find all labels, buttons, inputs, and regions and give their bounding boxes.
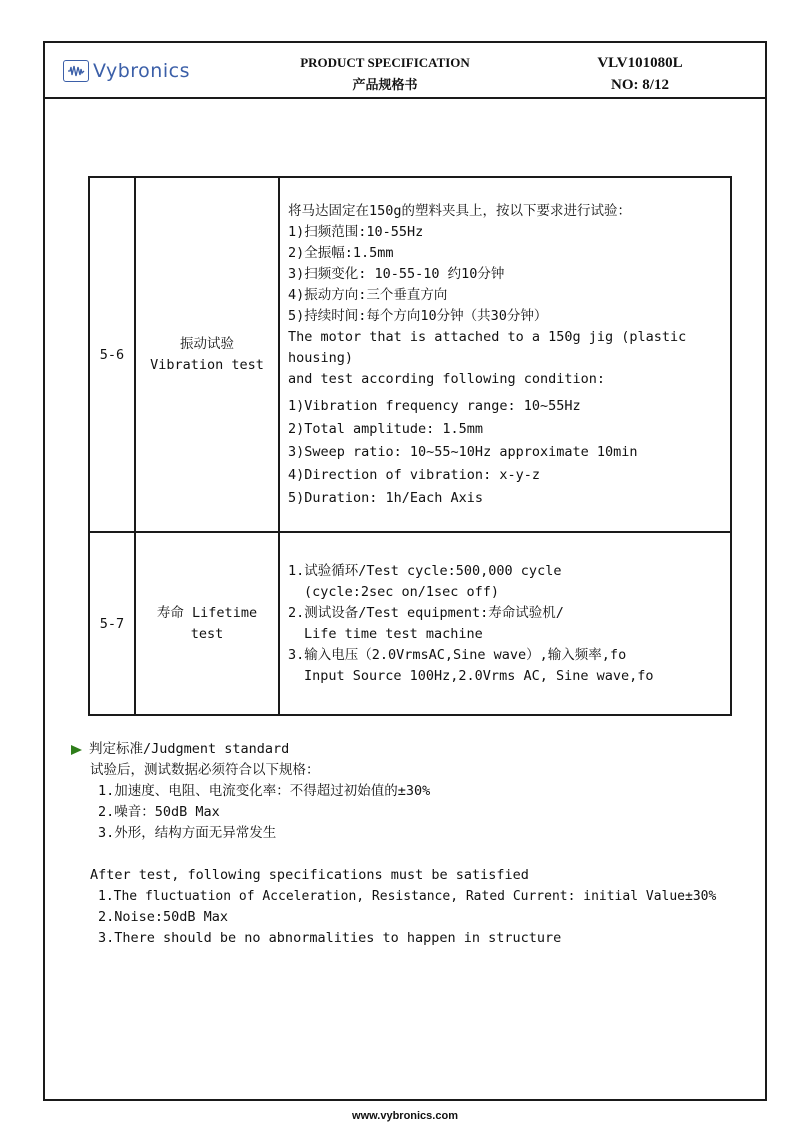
desc-line: 2.测试设备/Test equipment:寿命试验机/ [288, 604, 564, 621]
test-name-cn: 振动试验 [180, 335, 234, 352]
desc-line: 3.输入电压（2.0VrmsAC,Sine wave）,输入频率,fo [288, 646, 627, 663]
desc-line: The motor that is attached to a 150g jig (plastic housing) [288, 328, 687, 366]
desc-line: 1)Vibration frequency range: 10~55Hz [288, 397, 581, 414]
desc-line: 4)Direction of vibration: x-y-z [288, 466, 540, 483]
desc-line: and test according following condition: [288, 370, 605, 387]
test-name-cn: 寿命 Lifetime [156, 604, 258, 621]
doc-title-en: PRODUCT SPECIFICATION [300, 55, 470, 70]
judgment-standard [71, 739, 716, 949]
test-description [279, 532, 731, 715]
desc-line: 2)全振幅:1.5mm [288, 244, 394, 261]
doc-title-cn: 产品规格书 [352, 77, 418, 92]
waveform-icon [63, 60, 89, 82]
page-frame [43, 41, 767, 1101]
test-name [135, 177, 279, 532]
judgment-cn-item: 1.加速度、电阻、电流变化率：不得超过初始值的±30% [98, 783, 431, 799]
brand-name: Vybronics [93, 60, 190, 82]
desc-line: 5)持续时间:每个方向10分钟（共30分钟） [288, 307, 548, 324]
desc-line: 3)Sweep ratio: 10~55~10Hz approximate 10min [288, 443, 638, 460]
judgment-en-intro: After test, following specifications must be satisfied [90, 867, 529, 883]
doc-title [265, 52, 505, 96]
table-row [89, 177, 731, 532]
arrow-bullet-icon [71, 745, 82, 755]
table-row [89, 532, 731, 715]
test-name-en: test [190, 625, 224, 642]
row-number: 5-7 [89, 532, 135, 715]
test-description [279, 177, 731, 532]
desc-line: Input Source 100Hz,2.0Vrms AC, Sine wave,fo [304, 667, 654, 684]
desc-line: 2)Total amplitude: 1.5mm [288, 420, 484, 437]
judgment-cn-intro: 试验后，测试数据必须符合以下规格： [90, 762, 320, 778]
judgment-en-item: 2.Noise:50dB Max [98, 909, 229, 925]
doc-id [565, 52, 715, 96]
desc-line: 5)Duration: 1h/Each Axis [288, 489, 484, 506]
judgment-cn-item: 2.噪音：50dB Max [98, 804, 220, 820]
test-name [135, 532, 279, 715]
judgment-title-text: 判定标准/Judgment standard [89, 741, 290, 757]
judgment-cn-item: 3.外形，结构方面无异常发生 [98, 825, 277, 841]
row-number: 5-6 [89, 177, 135, 532]
footer-url: www.vybronics.com [352, 1110, 458, 1122]
desc-line: Life time test machine [304, 625, 483, 642]
test-name-en: Vibration test [150, 356, 264, 373]
desc-line: 1.试验循环/Test cycle:500,000 cycle [288, 562, 562, 579]
judgment-title [71, 739, 716, 760]
desc-line: 3)扫频变化: 10-55-10 约10分钟 [288, 265, 505, 282]
judgment-en-item: 3.There should be no abnormalities to happen in structure [98, 930, 562, 946]
desc-line: 将马达固定在150g的塑料夹具上，按以下要求进行试验： [288, 202, 632, 219]
page-number: NO: 8/12 [611, 77, 669, 93]
model-number: VLV101080L [597, 55, 683, 71]
page-header [45, 43, 765, 99]
judgment-en-item: 1.The fluctuation of Acceleration, Resistance, Rated Current: initial Value±30% [98, 889, 717, 904]
brand-logo [63, 60, 190, 82]
desc-line: 4)振动方向:三个垂直方向 [288, 286, 448, 303]
test-spec-table [88, 176, 732, 716]
desc-line: 1)扫频范围:10-55Hz [288, 223, 424, 240]
desc-line: (cycle:2sec on/1sec off) [304, 583, 500, 600]
